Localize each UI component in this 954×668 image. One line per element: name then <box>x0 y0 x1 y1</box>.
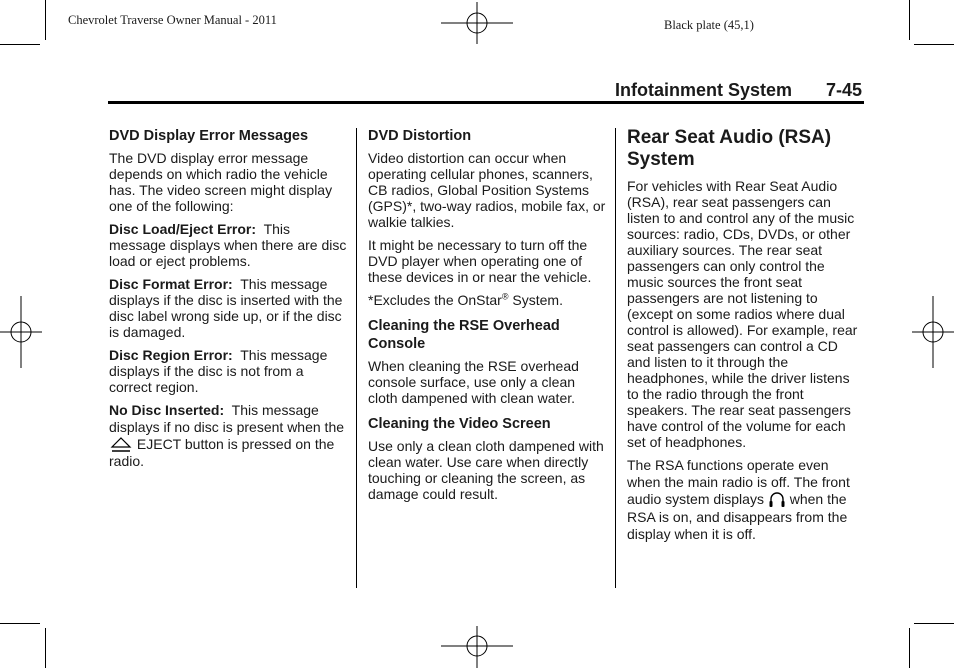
cleaning-console-heading: Cleaning the RSE Overhead Console <box>368 318 560 352</box>
footnote: *Excludes the OnStar® System. <box>368 291 563 308</box>
error-text: This message displays if the disc is inserted with the disc label wrong side up, or if the disc is damaged. <box>109 276 343 340</box>
dvd-error-intro: The DVD display error message depends on which radio the vehicle has. The video screen might display one of the following: <box>109 150 333 214</box>
error-item <box>109 347 349 395</box>
headphones-icon <box>768 491 786 509</box>
error-label: No Disc Inserted: <box>109 402 225 418</box>
error-text: This message displays if no disc is present when the <box>109 402 345 435</box>
error-item <box>109 402 349 470</box>
rsa-functions-text: The RSA functions operate even when the main radio is off. The front audio system displays when the RSA is on, and disappears from the display when it is off. <box>627 457 850 543</box>
dvd-error-heading: DVD Display Error Messages <box>109 128 309 144</box>
registration-mark-right <box>912 296 954 368</box>
crop-mark <box>914 623 954 624</box>
column-1 <box>109 127 349 477</box>
rsa-description: For vehicles with Rear Seat Audio (RSA), rear seat passengers can listen to and control any of the music sources: radio, CDs, DVDs, or other auxiliary sources. The rear seat passengers can only control the music sources the front seat passengers are not listening to (except on some radios where dual control is allowed). For example, rear seat passengers can control a CD and listen to it through the headphones, while the driver listens to the radio through the front speakers. The rear seat passengers have control of the volume for each set of headphones. <box>627 178 858 450</box>
rsa-heading: Rear Seat Audio (RSA) System <box>627 127 832 170</box>
turn-off-text: It might be necessary to turn off the DVD player when operating one of these devices in or near the vehicle. <box>368 237 592 285</box>
eject-icon <box>110 437 132 453</box>
error-text: This message displays if the disc is not from a correct region. <box>109 347 328 395</box>
section-title: Infotainment System <box>615 80 793 100</box>
crop-mark <box>0 44 40 45</box>
error-item <box>109 221 349 269</box>
cleaning-console-text: When cleaning the RSE overhead console surface, use only a clean cloth dampened with clean water. <box>368 358 579 406</box>
dvd-distortion-heading: DVD Distortion <box>368 128 472 144</box>
column-3 <box>627 127 865 550</box>
crop-mark <box>914 44 954 45</box>
crop-mark <box>0 623 40 624</box>
registration-mark-bottom <box>441 626 513 668</box>
cleaning-screen-heading: Cleaning the Video Screen <box>368 416 551 432</box>
page-number: 7-45 <box>826 80 863 100</box>
registration-mark-top <box>441 2 513 44</box>
error-label: Disc Load/Eject Error: <box>109 221 257 237</box>
registration-mark-left <box>0 296 42 368</box>
column-2 <box>368 127 608 509</box>
column-divider <box>615 128 616 588</box>
eject-text: EJECT button is pressed on the radio. <box>109 436 335 470</box>
crop-mark <box>45 0 46 40</box>
error-label: Disc Format Error: <box>109 276 233 292</box>
error-label: Disc Region Error: <box>109 347 233 363</box>
registered-mark: ® <box>501 291 509 302</box>
error-item <box>109 276 349 340</box>
plate-label: Black plate (45,1) <box>664 18 754 32</box>
column-divider <box>356 128 357 588</box>
distortion-text: Video distortion can occur when operating cellular phones, scanners, CB radios, Global Position Systems (GPS)*, two-way radios, mobile fax, or walkie talkies. <box>368 150 606 230</box>
crop-mark <box>45 628 46 668</box>
manual-title: Chevrolet Traverse Owner Manual - 2011 <box>68 13 277 27</box>
cleaning-screen-text: Use only a clean cloth dampened with clean water. Use care when directly touching or cleaning the screen, as damage could result. <box>368 438 604 502</box>
error-text: This message displays when there are disc load or eject problems. <box>109 221 347 269</box>
crop-mark <box>909 628 910 668</box>
header-rule <box>108 101 864 104</box>
crop-mark <box>909 0 910 40</box>
